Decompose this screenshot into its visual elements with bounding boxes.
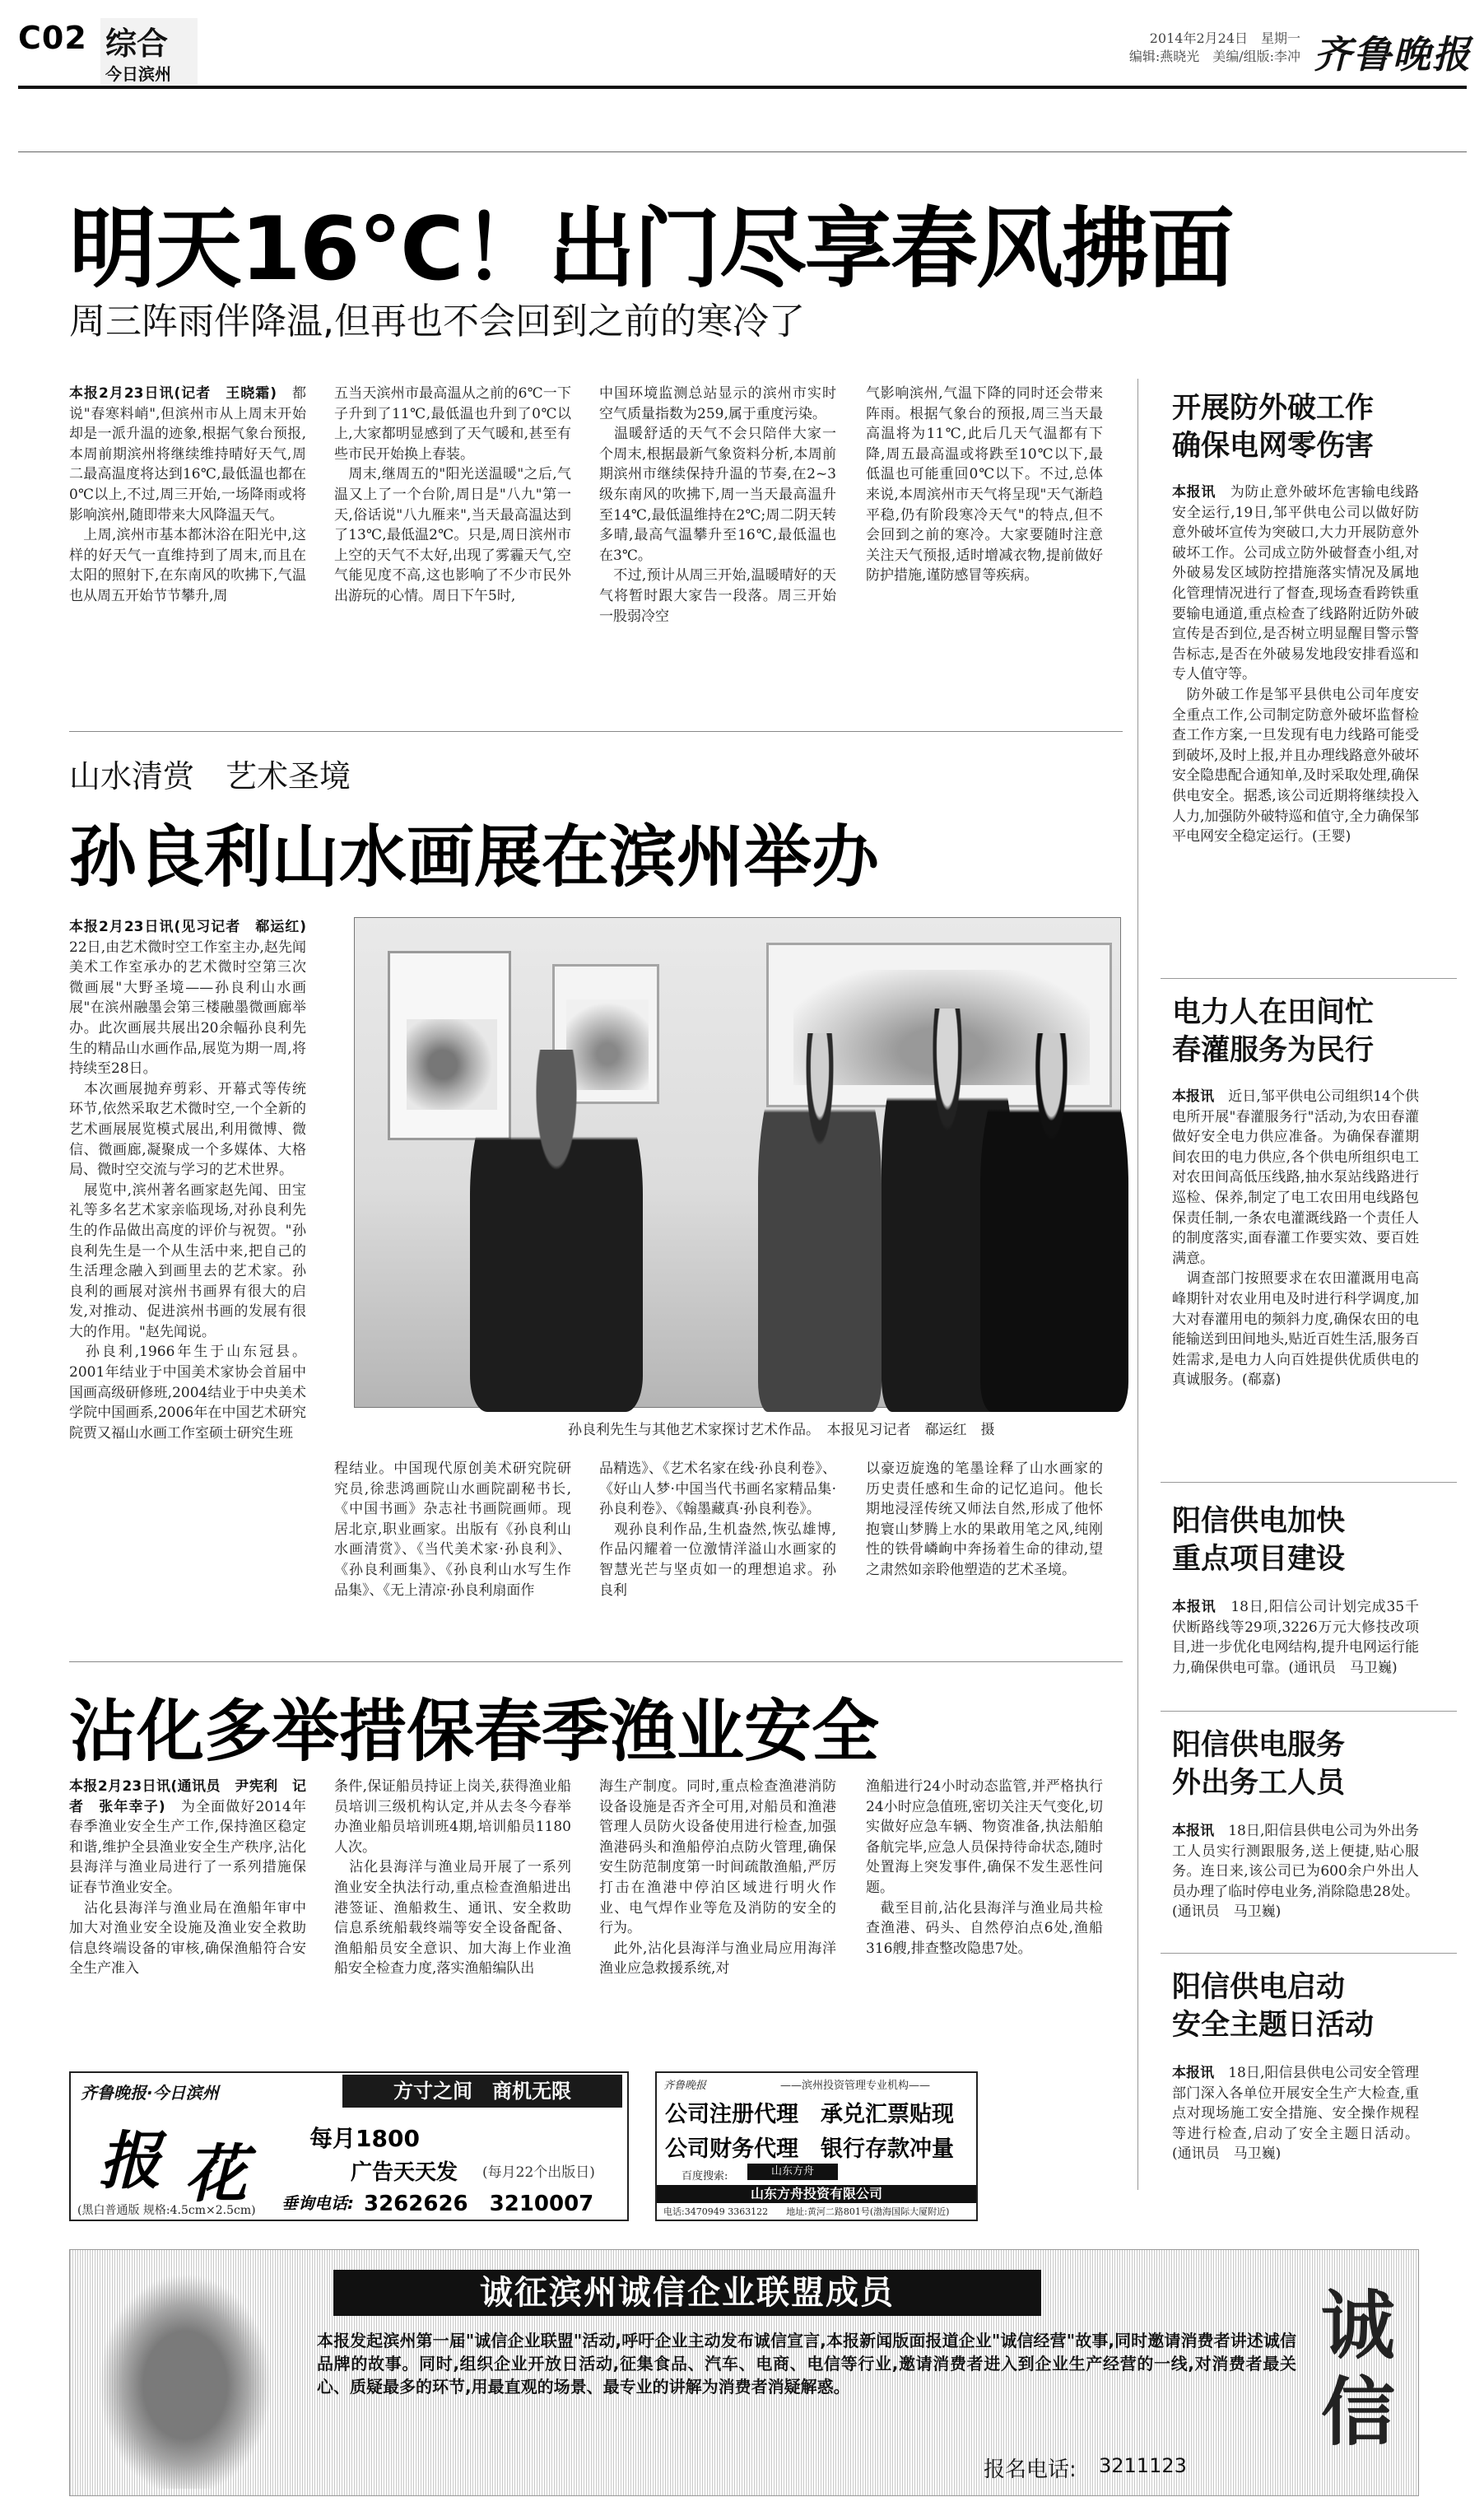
- sidebar3-body: [1172, 1597, 1419, 1704]
- sidebar2-text: 近日,邹平供电公司组织14个供电所开展"春灌服务行"活动,为农田春灌做好安全电力供应准备。为确保春灌期间农田的电力供应,各个供电所组织电工对农田间高低压线路,抽水泵站线路进行巡检、保养,制定了电工农田用电线路包保责任制,一条农电灌溉线路一个责任人的制度落实,面春灌工作要实效、要百姓满意。 调查部门按照要求在农田灌溉用电高峰期针对农业用电及时进行科学调度,加大对春灌用电的频斜力度,确保农田的电能输送到田间地头,贴近百姓生活,服务百姓需求,是电力人向百姓提供优质供电的真诚服务。: [1172, 1088, 1419, 1389]
- sidebar-rule-2: [1161, 1482, 1457, 1483]
- ad1-period: (每月22个出版日): [482, 2164, 595, 2181]
- sidebar1-author: (王婴): [1312, 828, 1351, 846]
- ad1-word-hua: 花: [184, 2137, 247, 2211]
- article1-col1-text: 都说"春寒料峭",但滨州市从上周末开始却是一派升温的迹象,根据气象台预报,本周前期滨州将继续维持晴好天气,周二最高温度将达到16℃,最低温也都在0℃以上,不过,周三开始,一场降雨或将影响滨州,随即带来大风降温天气。 上周,滨州市基本都沐浴在阳光中,这样的好天气一直维持到了周末,而且在太阳的照射下,在东南风的吹拂下,气温也从周五开始节节攀升,周: [69, 385, 306, 604]
- sidebar1-title-line2: 确保电网零伤害: [1172, 430, 1375, 463]
- article2-col4: 以豪迈旋逸的笔墨诠释了山水画家的历史责任感和生命的记忆追问。他长期地浸淫传统又师法自然,形成了他怀抱寰山梦腾上水的果敢用笔之风,纯刚性的铁骨嶙峋中奔扬着生命的律动,望之肃然如亲聆他塑造的艺术圣境。: [866, 1460, 1103, 1578]
- article2-col2: 程结业。中国现代原创美术研究院研究员,徐悲鸿画院山水画院副秘书长,《中国书画》杂志社书画院画师。现居北京,职业画家。出版有《孙良利山水画清赏》、《当代美术家·孙良利》、《孙良利画集》、《孙良利山水写生作品集》、《无上清凉·孙良利扇面作: [334, 1460, 571, 1599]
- sidebar-rule-3: [1161, 1711, 1457, 1712]
- banner-phone: 3211123: [1099, 2454, 1187, 2477]
- ad1-brand: 齐鲁晚报·今日滨州: [81, 2083, 219, 2103]
- article1-col2: 五当天滨州市最高温从之前的6℃一下子升到了11℃,最低温也升到了0℃以上,大家都明显感到了天气暖和,甚至有些市民开始换上春装。 周末,继周五的"阳光送温暖"之后,气温又上了一个台阶,周日是"八九"第一天,俗话说"八九雁来",当天最高温达到了13℃,最低温2℃。只是,周日滨州市上空的天气不太好,出现了雾霾天气,空气能见度不高,这也影响了不少市民外出游玩的心情。周日下午5时,: [334, 385, 571, 604]
- integrity-alliance-banner: [69, 2249, 1419, 2496]
- ad1-daily: 广告天天发: [351, 2160, 458, 2185]
- sidebar3-lead: 本报讯: [1172, 1599, 1217, 1615]
- byline: 本报2月23日讯(通讯员 尹宪利 记者 张年幸子): [69, 1778, 306, 1815]
- article1-col1: [69, 384, 306, 706]
- ad2-line2: 公司财务代理 银行存款冲量: [665, 2136, 954, 2162]
- sidebar3-text: 18日,阳信公司计划完成35千伏断路线等29项,3226万元大修技改项目,进一步优化电网结构,提升电网运行能力,确保供电可靠。: [1172, 1599, 1419, 1676]
- sidebar5-body: [1172, 2063, 1419, 2187]
- sidebar2-lead: 本报讯: [1172, 1088, 1215, 1105]
- ad1-phone-label: 垂询电话:: [281, 2193, 354, 2213]
- article2-col3: 品精选》、《艺术名家在线·孙良利卷》、《好山人梦·中国当代书画名家精品集·孙良利卷》、《翰墨藏真·孙良利卷》。 观孙良利作品,生机盎然,恢弘雄博,作品闪耀着一位激情洋溢山水画家的智慧光芒与坚贞如一的理想追求。孙良利: [599, 1460, 836, 1599]
- article3-col2: 条件,保证船员持证上岗关,获得渔业船员培训三级机构认定,并从去冬今春举办渔业船员培训班4期,培训船员1180人次。 沾化县海洋与渔业局开展了一系列渔业安全执法行动,重点检查渔船进出港签证、渔船救生、通讯、安全救助信息系统船载终端等安全设备配备、渔船船员安全意识、加大海上作业渔船安全检查力度,落实渔船编队出: [334, 1778, 571, 1978]
- article2-col1-text: 22日,由艺术微时空工作室主办,赵先闻美术工作室承办的艺术微时空第三次微画展"大野圣境——孙良利山水画展"在滨州融墨会第三楼融墨微画廊举办。此次画展共展出20余幅孙良利先生的精品山水画作品,展览为期一周,将持续至28日。 本次画展抛弃剪彩、开幕式等传统环节,依然采取艺术微时空,一个全新的艺术画展展览模式展出,利用微博、微信、微画廊,凝聚成一个多媒体、大格局、微时空交流与学习的艺术世界。 展览中,滨州著名画家赵先闻、田宝礼等多名艺术家亲临现场,对孙良利先生的作品做出高度的评价与祝贺。"孙良利先生是一个从生活中来,把自己的生活理念融入到画里去的艺术家。孙良利的画展对滨州书画界有很大的启发,对推动、促进滨州书画的发展有很大的作用。"赵先闻说。 孙良利,1966年生于山东冠县。2001年结业于中国美术家协会首届中国画高级研修班,2004结业于中央美术学院中国画系,2006年在中国艺术研究院贾又福山水画工作室硕士研究生班: [69, 939, 306, 1442]
- photo-caption: 孙良利先生与其他艺术家探讨艺术作品。 本报见习记者 郗运红 摄: [568, 1422, 995, 1438]
- article3-col3: 海生产制度。同时,重点检查渔港消防设备设施是否齐全可用,对船员和渔港管理人员防火设备使用进行检查,加强渔港码头和渔船停泊点防火管理,确保安生防范制度第一时间疏散渔船,严厉打击在渔港中停泊区域进行明火作业、电气焊作业等危及消防的安全的行为。 此外,沾化县海洋与渔业局应用海洋渔业应急救援系统,对: [599, 1778, 836, 1978]
- ad2-search-label: 百度搜索:: [682, 2170, 728, 2183]
- ad2-top-right: ——滨州投资管理专业机构——: [780, 2080, 931, 2092]
- ad2-contact: 电话:3470949 3363122 地址:黄河二路801号(渤海国际大厦附近): [663, 2206, 950, 2217]
- sidebar1-title-line1: 开展防外破工作: [1172, 392, 1375, 425]
- sidebar1-text: 为防止意外破坏危害输电线路安全运行,19日,邹平供电公司以做好防意外破坏宣传为突破口,大力开展防意外破坏工作。公司成立防外破督查小组,对外破易发区域防控措施落实情况及属地化管理情况进行了督查,现场查看跨铁重要输电通道,重点检查了线路附近防外破宣传是否到位,是否树立明显醒目警示警告标志,是否在外破易发地段安排看巡和专人值守等。 防外破工作是邹平县供电公司年度安全重点工作,公司制定防意外破坏监督检查工作方案,一旦发现有电力线路可能受到破坏,及时上报,并且办理线路意外破坏安全隐患配合通知单,及时采取处理,确保供电安全。据悉,该公司近期将继续投入人力,加强防外破特巡和值守,全力确保邹平电网安全稳定运行。: [1172, 484, 1419, 846]
- article2-headline: 孙良利山水画展在滨州举办: [69, 818, 880, 897]
- article3-top-rule: [69, 1661, 1123, 1662]
- banner-calligraphy: 诚信: [1321, 2282, 1395, 2456]
- banner-body: 本报发起滨州第一届"诚信企业联盟"活动,呼吁企业主动发布诚信宣言,本报新闻版面报道企业"诚信经营"故事,同时邀请消费者讲述诚信品牌的故事。同时,组织企业开放日活动,征集食品、汽车、电商、电信等行业,邀请消费者进入到企业生产经营的一线,对消费者最关心、质疑最多的环节,用最直观的场景、最专业的讲解为消费者消疑解惑。: [317, 2331, 1296, 2397]
- exhibition-photo: [354, 917, 1121, 1408]
- article1-headline: 明天16℃！出门尽享春风拂面: [69, 198, 1233, 300]
- ad2-company: 山东方舟投资有限公司: [657, 2185, 976, 2203]
- sidebar-divider: [1137, 379, 1138, 2190]
- ad1-price: 每月1800: [309, 2125, 420, 2152]
- article3-headline: 沾化多举措保春季渔业安全: [69, 1693, 880, 1771]
- sidebar3-author: (通讯员 马卫巍): [1288, 1659, 1398, 1676]
- section-subtitle: 今日滨州: [105, 64, 171, 84]
- sidebar4-text: 18日,阳信县供电公司为外出务工人员实行测跟服务,送上便捷,贴心服务。连日来,该公司已为600余户外出人员办理了临时停电业务,消除隐患28处。: [1172, 1823, 1419, 1900]
- sidebar2-author: (郗嘉): [1242, 1372, 1282, 1389]
- ad2-line1: 公司注册代理 承兑汇票贴现: [665, 2102, 954, 2127]
- sidebar2-title-line1: 电力人在田间忙: [1172, 996, 1375, 1029]
- ad-newspaper-flower: [69, 2071, 629, 2221]
- banner-phone-label: 报名电话:: [984, 2457, 1077, 2482]
- article2-col1: [69, 917, 306, 1642]
- byline: 本报2月23日讯(见习记者 郗运红): [69, 919, 306, 935]
- ad2-top-left: 齐鲁晚报: [663, 2080, 707, 2092]
- article3-col1-text: 为全面做好2014年春季渔业安全生产工作,保持渔区稳定和谐,维护全县渔业安全生产秩序,沾化县海洋与渔业局进行了一系列措施保证春节渔业安全。 沾化县海洋与渔业局在渔船年审中加大对渔业安全设施及渔业安全救助信息终端设备的审核,确保渔船符合安全生产准入: [69, 1798, 306, 1978]
- ad-fangzhou-investment: [655, 2071, 978, 2221]
- article3-col1: [69, 1777, 306, 2050]
- article3-col4: 渔船进行24小时动态监管,并严格执行24小时应急值班,密切关注天气变化,切实做好应急车辆、物资准备,执法船舶备航完毕,应急人员保持待命状态,随时处置海上突发事件,确保不发生恶性问题。 截至目前,沾化县海洋与渔业局共检查渔港、码头、自然停泊点6处,渔船316艘,排查整改隐患7处。: [866, 1778, 1103, 1957]
- sidebar1-lead: 本报讯: [1172, 484, 1217, 501]
- sidebar2-title-line2: 春灌服务为民行: [1172, 1034, 1375, 1067]
- header-editors: 编辑:燕晓光 美编/组版:李冲: [1128, 49, 1300, 64]
- header-date: 2014年2月24日 星期一: [1149, 30, 1300, 46]
- person-right: [980, 1033, 1128, 1412]
- ad1-word-bao: 报: [99, 2124, 161, 2197]
- page-code: C02: [18, 20, 87, 56]
- sidebar3-title-line2: 重点项目建设: [1172, 1543, 1346, 1576]
- ad1-spec: (黑白普通版 规格:4.5cm×2.5cm): [77, 2204, 256, 2217]
- header-rule-thin: [18, 151, 1467, 152]
- sidebar4-body: [1172, 1821, 1419, 1945]
- sidebar5-title-line2: 安全主题日活动: [1172, 2009, 1375, 2042]
- sidebar5-title-line1: 阳信供电启动: [1172, 1971, 1346, 2004]
- byline: 本报2月23日讯(记者 王晓霜): [69, 385, 277, 402]
- sidebar5-text: 18日,阳信县供电公司安全管理部门深入各单位开展安全生产大检查,重点对现场施工安全措施、安全操作规程等进行检查,启动了安全主题日活动。: [1172, 2065, 1419, 2142]
- article1-col3: 中国环境监测总站显示的滨州市实时空气质量指数为259,属于重度污染。 温暖舒适的天气不会只陪伴大家一个周末,根据最新气象资料分析,本周前期滨州市继续保持升温的节奏,在2~3级东南风的吹拂下,周一当天最高温升至14℃,最低温维持在2℃;周二阴天转多晴,最高气温攀升至16℃,最低温也在3℃。 不过,预计从周三开始,温暖晴好的天气将暂时跟大家告一段落。周三开始一股弱冷空: [599, 385, 836, 625]
- ad1-phones: 3262626 3210007: [364, 2192, 594, 2216]
- sidebar2-body: [1172, 1087, 1419, 1515]
- sidebar4-title-line1: 阳信供电服务: [1172, 1729, 1346, 1762]
- sidebar1-body: [1172, 482, 1419, 1008]
- sidebar3-title-line1: 阳信供电加快: [1172, 1505, 1346, 1538]
- section-title: 综合: [105, 26, 169, 62]
- sidebar4-title-line2: 外出务工人员: [1172, 1767, 1346, 1800]
- sidebar-rule-1: [1161, 978, 1457, 979]
- sidebar-rule-4: [1161, 1953, 1457, 1954]
- article2-kicker: 山水清赏 艺术圣境: [69, 758, 351, 794]
- person-left: [470, 1050, 643, 1412]
- article2-top-rule: [69, 731, 1123, 732]
- article1-subhead: 周三阵雨伴降温,但再也不会回到之前的寒冷了: [69, 300, 805, 342]
- banner-vase-image: [86, 2258, 284, 2489]
- banner-title: 诚征滨州诚信企业联盟成员: [333, 2270, 1041, 2316]
- sidebar4-lead: 本报讯: [1172, 1823, 1215, 1839]
- sidebar5-author: (通讯员 马卫巍): [1172, 2145, 1282, 2163]
- sidebar5-lead: 本报讯: [1172, 2065, 1215, 2081]
- masthead-logo: 齐鲁晚报: [1314, 32, 1472, 77]
- article1-col4: 气影响滨州,气温下降的同时还会带来阵雨。根据气象台的预报,周三当天最高温将为11℃,此后几天气温都有下降,周五最高温或将跌至10℃以下,最低温也可能重回0℃以下。不过,总体来说,本周滨州市天气将呈现"天气渐趋平稳,仍有阶段寒冷天气"的特点,但不会回到之前的寒冷。大家要随时注意关注天气预报,适时增减衣物,提前做好防护措施,谨防感冒等疾病。: [866, 385, 1103, 585]
- person-woman: [758, 1033, 882, 1412]
- sidebar4-author: (通讯员 马卫巍): [1172, 1903, 1282, 1921]
- ad2-search-value: 山东方舟: [747, 2164, 838, 2180]
- header-rule: [18, 86, 1467, 89]
- ad1-slogan: 方寸之间 商机无限: [342, 2075, 622, 2108]
